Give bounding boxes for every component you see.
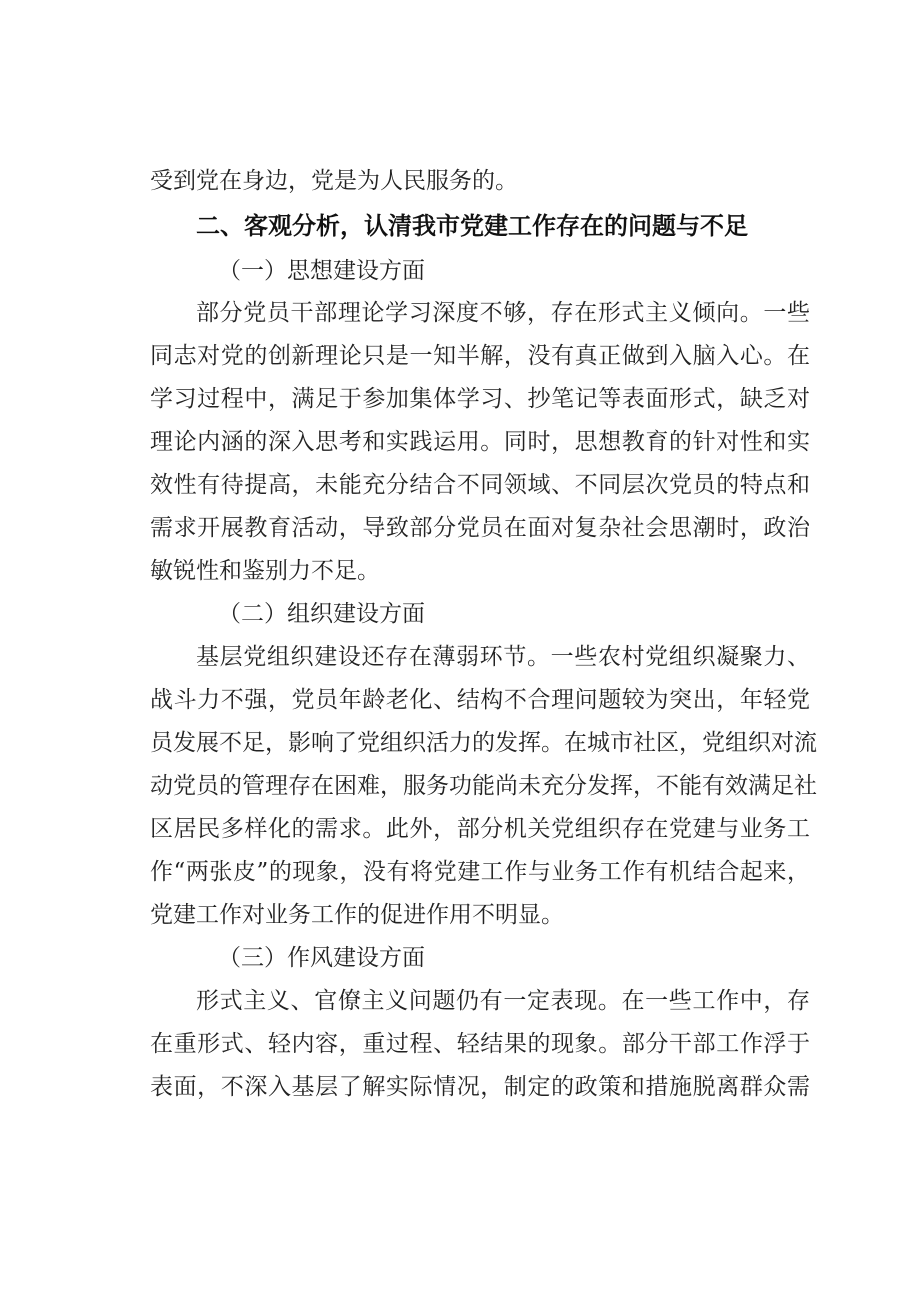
paragraph-line: 部分党员干部理论学习深度不够，存在形式主义倾向。一些 — [196, 300, 810, 326]
subsection-heading: （二）组织建设方面 — [218, 601, 425, 627]
paragraph-line: 需求开展教育活动，导致部分党员在面对复杂社会思潮时，政治 — [150, 515, 810, 541]
paragraph-line: 在重形式、轻内容，重过程、轻结果的现象。部分干部工作浮于 — [150, 1031, 810, 1057]
subsection-heading: （一）思想建设方面 — [218, 258, 425, 284]
paragraph-line: 区居民多样化的需求。此外，部分机关党组织存在党建与业务工 — [150, 816, 810, 842]
paragraph-line: 效性有待提高，未能充分结合不同领域、不同层次党员的特点和 — [150, 472, 810, 498]
subsection-heading: （三）作风建设方面 — [218, 945, 425, 971]
paragraph-line: 受到党在身边，党是为人民服务的。 — [150, 168, 518, 194]
paragraph-line: 形式主义、官僚主义问题仍有一定表现。在一些工作中，存 — [196, 988, 810, 1014]
paragraph-line: 党建工作对业务工作的促进作用不明显。 — [150, 902, 564, 928]
paragraph-line: 表面，不深入基层了解实际情况，制定的政策和措施脱离群众需 — [150, 1074, 810, 1100]
paragraph-line: 员发展不足，影响了党组织活力的发挥。在城市社区，党组织对流 — [150, 730, 817, 756]
paragraph-line: 动党员的管理存在困难，服务功能尚未充分发挥，不能有效满足社 — [150, 773, 817, 799]
paragraph-line: 作“两张皮”的现象，没有将党建工作与业务工作有机结合起来， — [150, 859, 810, 885]
paragraph-line: 敏锐性和鉴别力不足。 — [150, 558, 380, 584]
paragraph-line: 学习过程中，满足于参加集体学习、抄笔记等表面形式，缺乏对 — [150, 386, 810, 412]
paragraph-line: 理论内涵的深入思考和实践运用。同时，思想教育的针对性和实 — [150, 429, 810, 455]
paragraph-line: 战斗力不强，党员年龄老化、结构不合理问题较为突出，年轻党 — [150, 687, 810, 713]
section-heading: 二、客观分析，认清我市党建工作存在的问题与不足 — [196, 212, 748, 240]
paragraph-line: 基层党组织建设还存在薄弱环节。一些农村党组织凝聚力、 — [196, 644, 810, 670]
paragraph-line: 同志对党的创新理论只是一知半解，没有真正做到入脑入心。在 — [150, 343, 810, 369]
